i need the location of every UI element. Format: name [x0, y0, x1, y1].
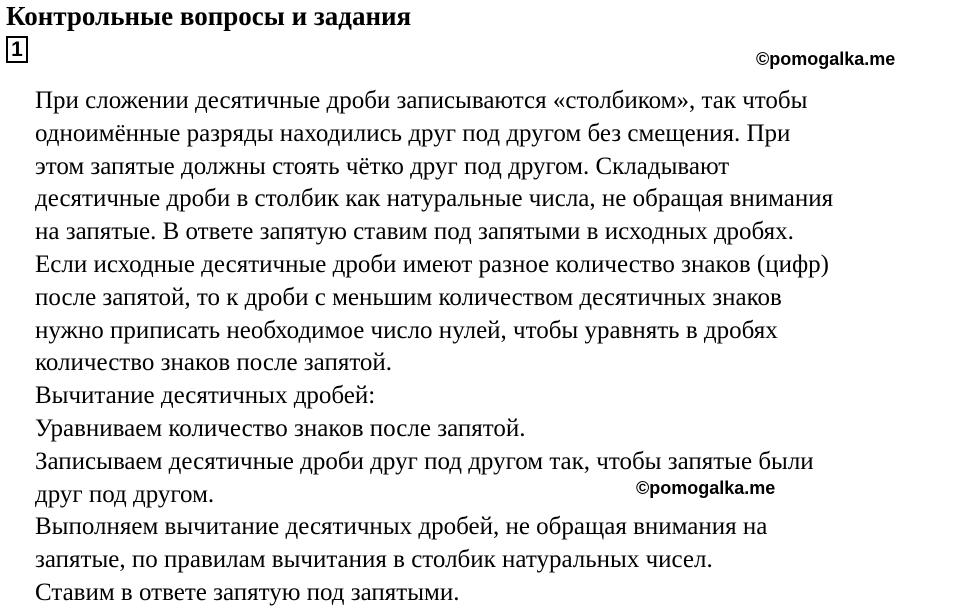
question-number-badge: 1 [6, 36, 28, 63]
text-line: Если исходные десятичные дроби имеют разное количество знаков (цифр) [35, 250, 829, 278]
watermark-top: ©pomogalka.me [756, 49, 896, 69]
text-line: Вычитание десятичных дробей: [35, 382, 376, 410]
text-line: этом запятые должны стоять чётко друг под другом. Складывают [35, 152, 730, 180]
text-line: При сложении десятичные дроби записываются «столбиком», так чтобы [35, 87, 808, 114]
text-line: количество знаков после запятой. [35, 349, 393, 377]
text-line: Записываем десятичные дроби друг под другом так, чтобы запятые были [35, 447, 814, 475]
text-line: Ставим в ответе запятую под запятыми. [35, 578, 460, 606]
text-line: Выполняем вычитание десятичных дробей, не обращая внимания на [35, 513, 768, 541]
watermark-middle: ©pomogalka.me [636, 478, 776, 498]
text-line: десятичные дроби в столбик как натуральные числа, не обращая внимания [35, 185, 834, 213]
answer-text [35, 85, 955, 610]
text-line: друг под другом. [35, 480, 215, 508]
text-line: запятые, по правилам вычитания в столбик натуральных чисел. [35, 546, 713, 574]
text-line: Уравниваем количество знаков после запятой. [35, 414, 526, 442]
page-title: Контрольные вопросы и задания [6, 1, 412, 31]
text-line: одноимённые разряды находились друг под другом без смещения. При [35, 119, 791, 147]
text-line: после запятой, то к дроби с меньшим количеством десятичных знаков [35, 283, 782, 311]
text-line: на запятые. В ответе запятую ставим под запятыми в исходных дробях. [35, 218, 794, 246]
text-line: нужно приписать необходимое число нулей, чтобы уравнять в дробях [35, 316, 778, 344]
